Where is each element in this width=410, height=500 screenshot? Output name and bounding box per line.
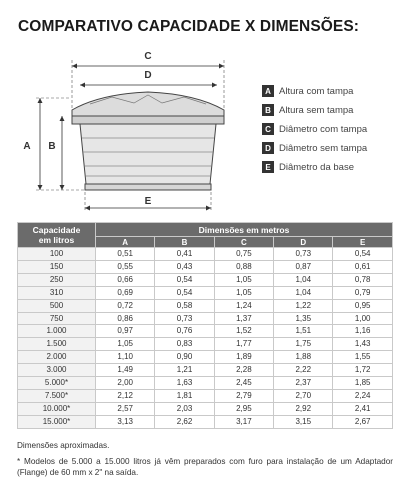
dimension-cell: 0,55 [96,260,155,273]
dimension-cell: 0,75 [214,248,273,261]
legend-key: A [262,85,274,97]
dimension-cell: 1,77 [214,338,273,351]
dimension-cell: 0,90 [155,351,214,364]
label-a: A [23,141,31,152]
dimension-cell: 1,43 [333,338,393,351]
dimension-cell: 1,16 [333,325,393,338]
legend-item [262,139,402,157]
column-header: C [214,237,273,248]
dimension-cell: 1,72 [333,364,393,377]
dimension-cell: 3,15 [274,415,333,428]
legend-item [262,82,402,100]
table-row [18,389,393,402]
capacity-cell: 7.500* [18,389,96,402]
capacity-cell: 2.000 [18,351,96,364]
dimension-cell: 0,79 [333,286,393,299]
dimension-cell: 0,61 [333,260,393,273]
dimension-cell: 0,41 [155,248,214,261]
tank-illustration [72,92,224,190]
dimension-cell: 1,05 [96,338,155,351]
dimension-cell: 1,75 [274,338,333,351]
dimension-cell: 1,05 [214,273,273,286]
dimension-cell: 0,78 [333,273,393,286]
dimension-cell: 0,97 [96,325,155,338]
dimension-cell: 0,54 [155,286,214,299]
column-header: D [274,237,333,248]
capacity-cell: 1.000 [18,325,96,338]
dimension-cell: 0,69 [96,286,155,299]
approximate-note: Dimensões aproximadas. [17,441,110,450]
legend-key: B [262,104,274,116]
capacity-cell: 150 [18,260,96,273]
dimension-cell: 0,51 [96,248,155,261]
dimension-cell: 2,28 [214,364,273,377]
dimension-cell: 1,52 [214,325,273,338]
dimension-cell: 0,87 [274,260,333,273]
capacity-cell: 3.000 [18,364,96,377]
dimension-cell: 1,85 [333,377,393,390]
table-row [18,248,393,261]
legend-text: Diâmetro com tampa [279,123,368,135]
dimension-cell: 0,86 [96,312,155,325]
table-row [18,402,393,415]
dimension-cell: 1,88 [274,351,333,364]
dimension-cell: 3,17 [214,415,273,428]
dimension-cell: 1,21 [155,364,214,377]
capacity-cell: 250 [18,273,96,286]
dimension-cell: 2,92 [274,402,333,415]
dimension-cell: 2,62 [155,415,214,428]
dimension-cell: 1,22 [274,299,333,312]
column-header: B [155,237,214,248]
legend-item [262,120,402,138]
dimension-cell: 1,89 [214,351,273,364]
dimension-legend [262,82,402,177]
capacity-cell: 10.000* [18,402,96,415]
dimension-cell: 2,79 [214,389,273,402]
capacity-cell: 310 [18,286,96,299]
legend-item [262,101,402,119]
dimension-cell: 0,54 [155,273,214,286]
dimension-cell: 1,04 [274,273,333,286]
capacity-cell: 750 [18,312,96,325]
label-e: E [144,196,152,207]
dimension-cell: 1,55 [333,351,393,364]
dimension-cell: 2,45 [214,377,273,390]
dimension-cell: 0,58 [155,299,214,312]
legend-key: D [262,142,274,154]
column-header: E [333,237,393,248]
dimension-cell: 1,05 [214,286,273,299]
dimension-cell: 0,43 [155,260,214,273]
dimension-cell: 1,81 [155,389,214,402]
capacity-cell: 100 [18,248,96,261]
dimension-cell: 0,73 [155,312,214,325]
dimension-cell: 2,57 [96,402,155,415]
table-body [18,248,393,429]
dimension-cell: 2,22 [274,364,333,377]
table-row [18,312,393,325]
legend-text: Altura sem tampa [279,104,354,116]
legend-text: Diâmetro da base [279,161,354,173]
dimension-cell: 2,41 [333,402,393,415]
dimension-cell: 2,03 [155,402,214,415]
table-row [18,351,393,364]
table-row [18,273,393,286]
dimension-cell: 1,00 [333,312,393,325]
dimension-cell: 0,54 [333,248,393,261]
dimension-cell: 1,04 [274,286,333,299]
footnote: * Modelos de 5.000 a 15.000 litros já vêm preparados com furo para instalação de um Adaptador (Flange) de 60 mm x 2" na saída. [17,457,393,477]
dimension-cell: 0,73 [274,248,333,261]
table-row [18,325,393,338]
dimension-cell: 1,24 [214,299,273,312]
label-c: C [144,51,152,62]
dimension-cell: 2,95 [214,402,273,415]
page-title: COMPARATIVO CAPACIDADE X DIMENSÕES: [18,18,360,35]
dimension-cell: 2,00 [96,377,155,390]
dimension-cell: 3,13 [96,415,155,428]
dimension-cell: 0,66 [96,273,155,286]
dimension-cell: 1,37 [214,312,273,325]
dimensions-group-header: Dimensões em metros [96,223,393,237]
dimension-cell: 2,70 [274,389,333,402]
dimension-cell: 2,67 [333,415,393,428]
capacity-cell: 500 [18,299,96,312]
table-row [18,377,393,390]
table-row [18,260,393,273]
label-d: D [144,70,152,81]
table-row [18,299,393,312]
dimension-cell: 0,83 [155,338,214,351]
column-header: A [96,237,155,248]
table-row [18,286,393,299]
capacity-header: Capacidade em litros [18,223,96,248]
legend-key: C [262,123,274,135]
label-b: B [48,141,56,152]
dimension-cell: 0,95 [333,299,393,312]
table-row [18,338,393,351]
dimension-b [60,116,65,190]
dimensions-table [17,222,393,429]
table-row [18,415,393,428]
dimension-cell: 2,37 [274,377,333,390]
dimension-cell: 1,49 [96,364,155,377]
capacity-cell: 1.500 [18,338,96,351]
dimension-cell: 1,10 [96,351,155,364]
dimension-cell: 1,35 [274,312,333,325]
capacity-cell: 15.000* [18,415,96,428]
dimension-cell: 2,24 [333,389,393,402]
dimension-cell: 0,72 [96,299,155,312]
legend-key: E [262,161,274,173]
dimension-cell: 2,12 [96,389,155,402]
table-row [18,364,393,377]
dimension-cell: 0,88 [214,260,273,273]
legend-item [262,158,402,176]
dimension-d [80,83,217,88]
dimension-cell: 1,51 [274,325,333,338]
dimension-cell: 0,76 [155,325,214,338]
notes [17,441,393,478]
legend-text: Altura com tampa [279,85,354,97]
legend-text: Diâmetro sem tampa [279,142,368,154]
dimension-cell: 1,63 [155,377,214,390]
capacity-cell: 5.000* [18,377,96,390]
